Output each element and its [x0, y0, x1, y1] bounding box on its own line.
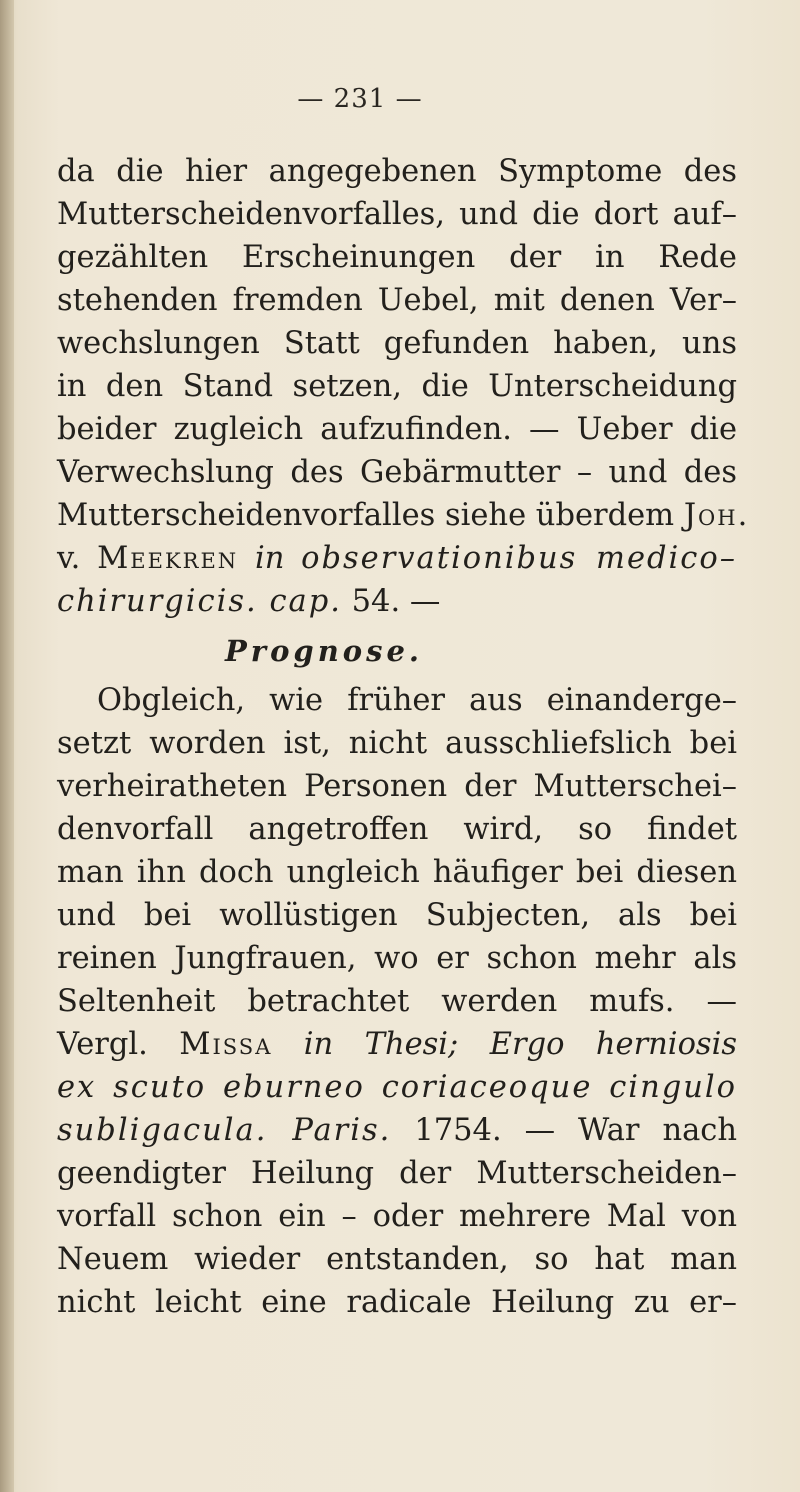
text-line: [57, 580, 737, 623]
text-line: setzt worden ist, nicht ausschliefslich bei: [57, 726, 737, 761]
text-line: denvorfall angetroffen wird, so findet: [57, 812, 737, 847]
page-text: [57, 150, 750, 1324]
page-edge: [0, 0, 14, 1492]
text-line: gezählten Erscheinungen der in Rede: [57, 240, 737, 275]
text-segment: v.: [57, 541, 81, 576]
text-segment: Mutterscheidenvorfalles siehe überdem: [57, 498, 675, 533]
citation-title: subligacula. Paris.: [57, 1113, 392, 1148]
text-line: vorfall schon ein – oder mehrere Mal von: [57, 1199, 737, 1234]
text-line: geendigter Heilung der Mutterscheiden–: [57, 1156, 737, 1191]
text-line: und bei wollüstigen Subjecten, als bei: [57, 898, 737, 933]
text-line: Obgleich, wie früher aus einanderge–: [97, 683, 737, 718]
text-line: da die hier angegebenen Symptome des: [57, 154, 737, 189]
text-line: reinen Jungfrauen, wo er schon mehr als: [57, 941, 737, 976]
text-line: verheiratheten Personen der Mutterschei–: [57, 769, 737, 804]
text-line: [57, 1109, 737, 1152]
text-segment: Vergl.: [57, 1027, 148, 1062]
text-line: beider zugleich aufzufinden. — Ueber die: [57, 412, 737, 447]
citation-title: in Thesi; Ergo herniosis: [303, 1027, 737, 1062]
text-segment: 1754. — War nach: [414, 1113, 738, 1148]
text-line: Mutterscheidenvorfalles, und die dort auf–: [57, 197, 737, 232]
text-segment-italic: in: [254, 541, 285, 576]
text-line: man ihn doch ungleich häufiger bei diesen: [57, 855, 737, 890]
citation-title: observationibus medico–: [301, 541, 737, 576]
text-line: nicht leicht eine radicale Heilung zu er–: [57, 1285, 737, 1320]
author-name: Meekren: [97, 541, 239, 576]
text-line: [57, 537, 737, 580]
section-heading: Prognose.: [225, 634, 424, 668]
text-segment: 54. —: [351, 584, 441, 619]
text-line: [57, 1066, 737, 1109]
author-name: Joh.: [683, 498, 750, 533]
citation-title: chirurgicis. cap.: [57, 584, 342, 619]
page-number: — 231 —: [297, 84, 423, 114]
text-line: Verwechslung des Gebärmutter – und des: [57, 455, 737, 490]
text-line: [57, 494, 750, 537]
text-line: wechslungen Statt gefunden haben, uns: [57, 326, 737, 361]
text-line: Seltenheit betrachtet werden mufs. —: [57, 984, 737, 1019]
text-line: Neuem wieder entstanden, so hat man: [57, 1242, 737, 1277]
citation-title: ex scuto eburneo coriaceoque cingulo: [57, 1070, 737, 1105]
text-line: in den Stand setzen, die Unterscheidung: [57, 369, 737, 404]
text-line: stehenden fremden Uebel, mit denen Ver–: [57, 283, 737, 318]
author-name: Missa: [179, 1027, 273, 1062]
text-line: [57, 1023, 737, 1066]
